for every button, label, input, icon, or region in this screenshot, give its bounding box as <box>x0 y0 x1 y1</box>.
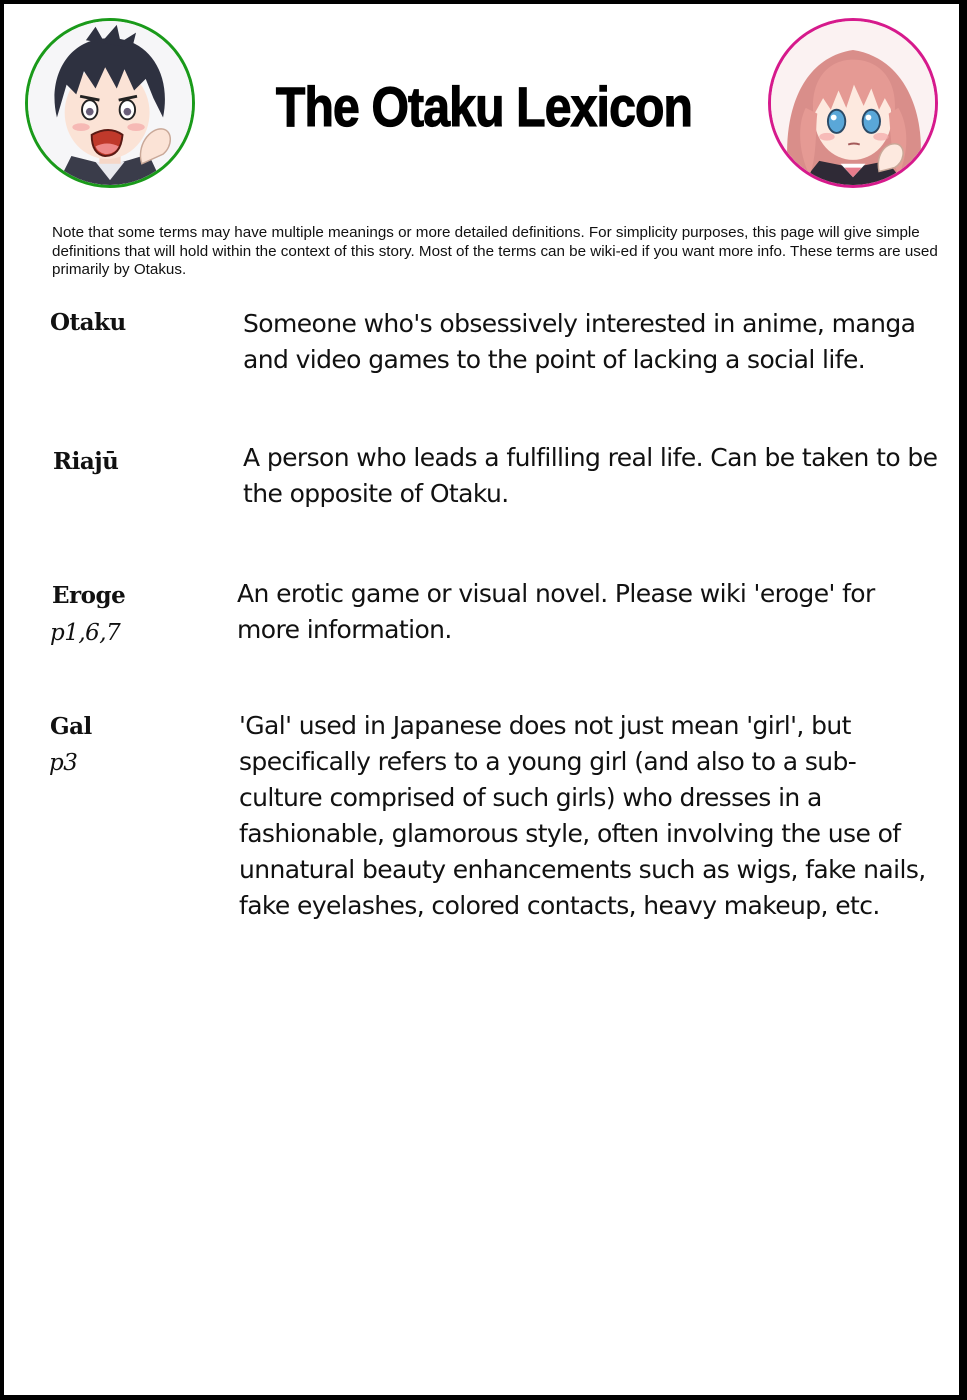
term-otaku: Otaku <box>50 309 126 336</box>
term-riaju: Riajū <box>53 448 119 475</box>
page-reference-eroge: p1,6,7 <box>50 620 121 646</box>
dark-haired-boy-avatar-icon <box>25 18 195 188</box>
definition-eroge: An erotic game or visual novel. Please wiki 'eroge' for more information. <box>237 579 875 644</box>
intro-note: Note that some terms may have multiple meanings or more detailed definitions. For simplicity purposes, this page will give simple definitions that will hold within the context of this story. Most of the terms can be wiki-ed if you want more info. These terms are used primarily by Otakus. <box>52 224 938 278</box>
term-eroge: Eroge <box>52 582 126 609</box>
pink-haired-girl-avatar-icon <box>768 18 938 188</box>
definition-riaju: A person who leads a fulfilling real life. Can be taken to be the opposite of Otaku. <box>243 443 938 508</box>
page-reference-gal: p3 <box>49 750 78 776</box>
lexicon-page <box>4 4 959 1395</box>
definition-otaku: Someone who's obsessively interested in anime, manga and video games to the point of lacking a social life. <box>243 309 916 374</box>
definition-gal: 'Gal' used in Japanese does not just mean 'girl', but specifically refers to a young girl (and also to a sub-culture comprised of such girls) who dresses in a fashionable, glamorous style, often involving the use of unnatural beauty enhancements such as wigs, fake nails, fake eyelashes, colored contacts, heavy makeup, etc. <box>239 711 926 920</box>
term-gal: Gal <box>50 713 92 740</box>
page-title: The Otaku Lexicon <box>275 75 693 138</box>
